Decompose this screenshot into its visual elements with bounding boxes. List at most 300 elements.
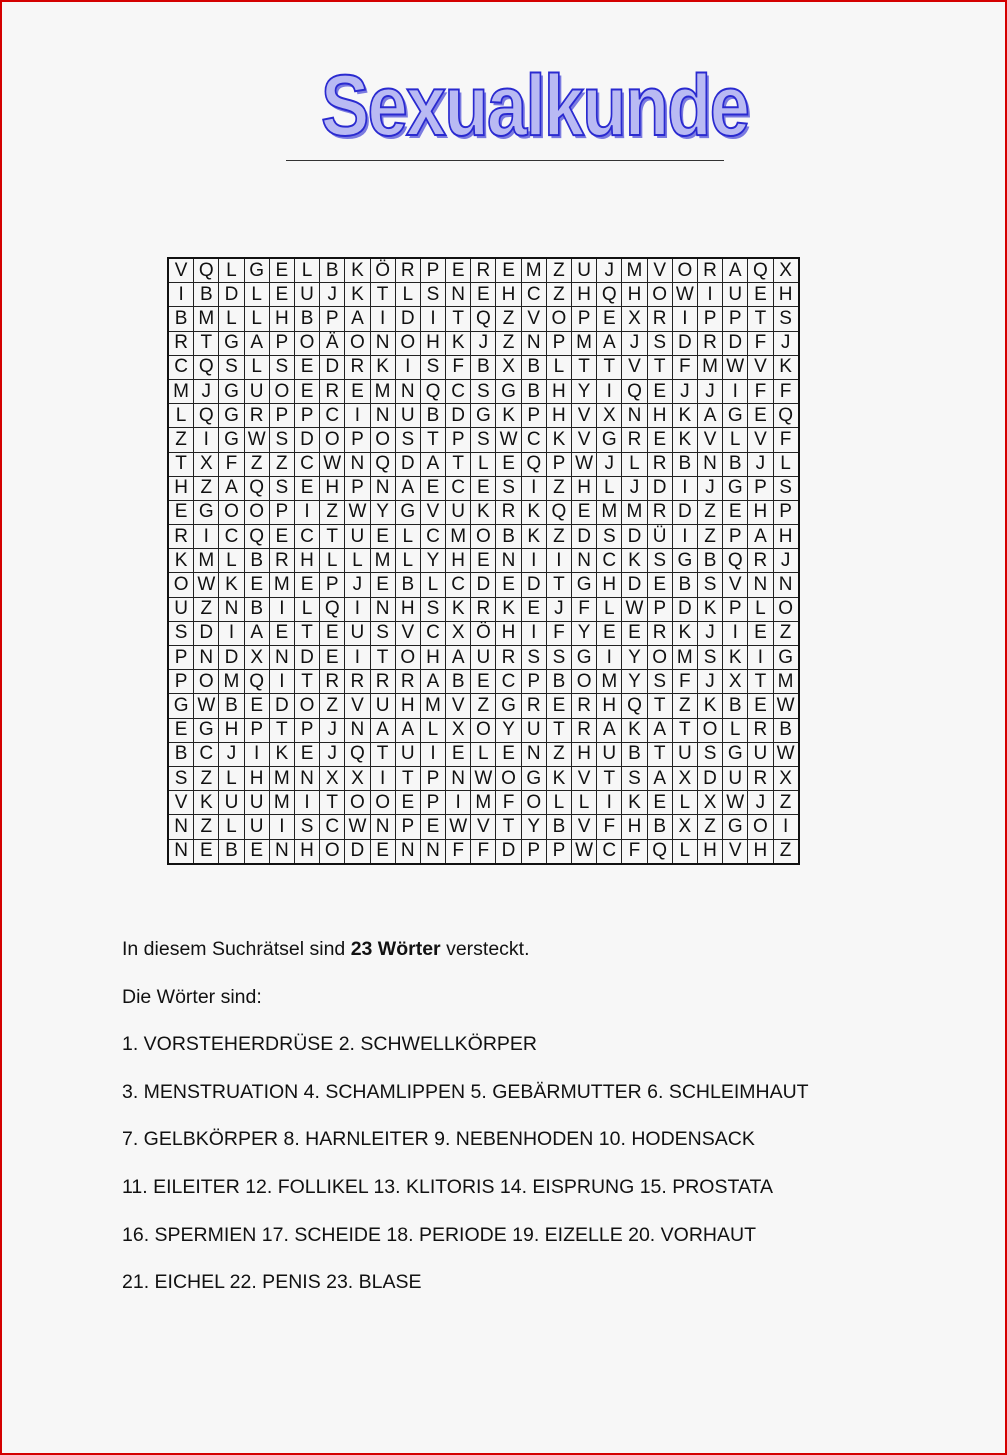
instructions <box>122 937 922 1318</box>
grid-cell: T <box>370 742 395 766</box>
grid-cell: L <box>597 597 622 621</box>
grid-cell: L <box>219 766 244 790</box>
grid-cell: Y <box>420 549 445 573</box>
grid-cell: R <box>748 766 773 790</box>
grid-cell: L <box>244 283 269 307</box>
grid-cell: C <box>597 839 622 864</box>
grid-cell: R <box>647 307 672 331</box>
grid-cell: S <box>647 670 672 694</box>
grid-cell: B <box>471 355 496 379</box>
grid-cell: N <box>269 646 294 670</box>
grid-cell: P <box>269 404 294 428</box>
grid-cell: R <box>748 549 773 573</box>
grid-cell: H <box>748 839 773 864</box>
grid-cell: M <box>521 258 546 283</box>
grid-cell: S <box>773 307 799 331</box>
grid-cell: Z <box>773 621 799 645</box>
grid-cell: C <box>320 815 345 839</box>
grid-cell: O <box>748 815 773 839</box>
grid-cell: I <box>597 379 622 403</box>
grid-cell: J <box>773 331 799 355</box>
grid-cell: B <box>546 815 571 839</box>
grid-cell: S <box>395 428 420 452</box>
grid-cell: L <box>672 791 697 815</box>
grid-row <box>168 621 799 645</box>
grid-cell: L <box>219 258 244 283</box>
words-heading: Die Wörter sind: <box>122 985 262 1008</box>
grid-cell: P <box>269 331 294 355</box>
grid-cell: T <box>446 307 471 331</box>
grid-cell: P <box>420 258 445 283</box>
grid-cell: P <box>244 718 269 742</box>
grid-cell: B <box>219 694 244 718</box>
grid-cell: O <box>345 791 370 815</box>
grid-cell: D <box>471 573 496 597</box>
grid-cell: E <box>748 694 773 718</box>
grid-cell: O <box>395 646 420 670</box>
grid-cell: J <box>320 718 345 742</box>
grid-cell: D <box>672 331 697 355</box>
grid-cell: E <box>269 283 294 307</box>
grid-cell: N <box>168 839 194 864</box>
grid-cell: S <box>773 476 799 500</box>
grid-cell: S <box>521 646 546 670</box>
grid-cell: G <box>572 646 597 670</box>
grid-cell: N <box>395 379 420 403</box>
grid-cell: N <box>521 331 546 355</box>
grid-cell: I <box>597 791 622 815</box>
grid-cell: B <box>446 670 471 694</box>
grid-cell: L <box>572 791 597 815</box>
grid-cell: E <box>471 476 496 500</box>
grid-cell: J <box>345 573 370 597</box>
grid-cell: T <box>194 331 219 355</box>
grid-cell: L <box>294 258 319 283</box>
grid-cell: L <box>168 404 194 428</box>
word-search-grid <box>167 257 800 865</box>
grid-cell: T <box>420 428 445 452</box>
grid-cell: B <box>546 670 571 694</box>
grid-cell: Y <box>622 670 647 694</box>
grid-cell: W <box>345 500 370 524</box>
grid-cell: Ö <box>471 621 496 645</box>
grid-cell: B <box>168 307 194 331</box>
grid-cell: K <box>546 766 571 790</box>
word-line-3: 7. GELBKÖRPER 8. HARNLEITER 9. NEBENHODEN 10. HODENSACK <box>122 1128 755 1151</box>
grid-cell: Z <box>194 815 219 839</box>
grid-cell: H <box>697 839 722 864</box>
grid-cell: M <box>194 307 219 331</box>
grid-cell: Y <box>370 500 395 524</box>
grid-cell: Y <box>622 646 647 670</box>
grid-cell: I <box>219 621 244 645</box>
grid-cell: I <box>672 476 697 500</box>
grid-cell: Z <box>546 476 571 500</box>
grid-cell: O <box>320 839 345 864</box>
grid-cell: R <box>647 452 672 476</box>
grid-cell: K <box>622 718 647 742</box>
grid-cell: R <box>647 500 672 524</box>
grid-row <box>168 839 799 864</box>
grid-cell: Z <box>546 525 571 549</box>
grid-cell: R <box>748 718 773 742</box>
grid-cell: Z <box>269 452 294 476</box>
grid-cell: B <box>521 355 546 379</box>
grid-cell: H <box>395 694 420 718</box>
grid-cell: I <box>345 597 370 621</box>
grid-cell: O <box>294 694 319 718</box>
grid-cell: L <box>395 525 420 549</box>
grid-cell: O <box>219 500 244 524</box>
grid-cell: L <box>471 742 496 766</box>
grid-cell: K <box>496 597 521 621</box>
grid-cell: Z <box>496 331 521 355</box>
grid-cell: D <box>294 428 319 452</box>
grid-cell: X <box>672 815 697 839</box>
grid-row <box>168 573 799 597</box>
grid-cell: J <box>748 452 773 476</box>
grid-cell: P <box>697 307 722 331</box>
grid-cell: B <box>219 839 244 864</box>
grid-cell: P <box>723 307 748 331</box>
grid-cell: S <box>420 283 445 307</box>
grid-cell: O <box>572 670 597 694</box>
grid-cell: Q <box>194 355 219 379</box>
grid-cell: D <box>345 839 370 864</box>
grid-cell: V <box>521 307 546 331</box>
grid-cell: R <box>622 428 647 452</box>
grid-cell: H <box>269 307 294 331</box>
grid-cell: Y <box>521 815 546 839</box>
grid-cell: E <box>622 621 647 645</box>
grid-cell: O <box>345 331 370 355</box>
grid-cell: W <box>773 742 799 766</box>
grid-cell: K <box>269 742 294 766</box>
grid-cell: N <box>168 815 194 839</box>
grid-cell: U <box>572 258 597 283</box>
grid-cell: L <box>395 549 420 573</box>
grid-cell: S <box>168 766 194 790</box>
grid-cell: E <box>244 573 269 597</box>
grid-cell: X <box>244 646 269 670</box>
grid-cell: O <box>244 500 269 524</box>
grid-cell: U <box>370 694 395 718</box>
grid-cell: J <box>194 379 219 403</box>
grid-cell: J <box>697 670 722 694</box>
grid-cell: Q <box>194 258 219 283</box>
grid-cell: E <box>748 404 773 428</box>
grid-cell: I <box>269 815 294 839</box>
grid-cell: H <box>244 766 269 790</box>
grid-cell: J <box>773 549 799 573</box>
grid-cell: B <box>395 573 420 597</box>
grid-cell: G <box>168 694 194 718</box>
grid-cell: Q <box>244 670 269 694</box>
grid-cell: H <box>572 476 597 500</box>
grid-cell: A <box>446 646 471 670</box>
grid-cell: G <box>496 379 521 403</box>
grid-cell: L <box>320 549 345 573</box>
grid-cell: H <box>572 742 597 766</box>
grid-row <box>168 379 799 403</box>
grid-cell: I <box>269 670 294 694</box>
grid-cell: P <box>723 597 748 621</box>
grid-cell: K <box>370 355 395 379</box>
grid-cell: W <box>572 452 597 476</box>
grid-cell: I <box>748 646 773 670</box>
grid-cell: K <box>672 404 697 428</box>
grid-cell: R <box>572 718 597 742</box>
grid-cell: G <box>723 815 748 839</box>
grid-cell: K <box>446 331 471 355</box>
grid-cell: C <box>294 525 319 549</box>
grid-cell: C <box>168 355 194 379</box>
grid-cell: V <box>748 428 773 452</box>
grid-cell: N <box>294 766 319 790</box>
grid-cell: J <box>672 379 697 403</box>
grid-cell: E <box>294 355 319 379</box>
grid-cell: H <box>546 404 571 428</box>
grid-cell: G <box>597 428 622 452</box>
grid-cell: O <box>521 791 546 815</box>
grid-cell: G <box>672 549 697 573</box>
grid-cell: H <box>546 379 571 403</box>
grid-cell: O <box>647 646 672 670</box>
grid-cell: R <box>345 355 370 379</box>
grid-cell: K <box>672 621 697 645</box>
grid-cell: B <box>723 452 748 476</box>
grid-cell: K <box>697 597 722 621</box>
grid-cell: E <box>294 476 319 500</box>
grid-cell: D <box>521 573 546 597</box>
grid-cell: K <box>723 646 748 670</box>
word-count: 23 Wörter <box>350 938 441 960</box>
grid-cell: A <box>219 476 244 500</box>
grid-cell: I <box>345 646 370 670</box>
grid-cell: C <box>496 670 521 694</box>
grid-cell: P <box>446 428 471 452</box>
grid-cell: X <box>773 258 799 283</box>
grid-cell: D <box>269 694 294 718</box>
grid-cell: P <box>168 646 194 670</box>
grid-cell: L <box>723 718 748 742</box>
grid-cell: M <box>773 670 799 694</box>
grid-cell: A <box>420 670 445 694</box>
grid-cell: S <box>294 815 319 839</box>
grid-cell: R <box>269 549 294 573</box>
grid-cell: T <box>370 646 395 670</box>
grid-cell: V <box>723 839 748 864</box>
grid-cell: T <box>647 355 672 379</box>
grid-cell: R <box>697 331 722 355</box>
grid-cell: E <box>294 379 319 403</box>
grid-cell: Q <box>244 525 269 549</box>
grid-cell: G <box>773 646 799 670</box>
grid-cell: E <box>471 283 496 307</box>
grid-cell: E <box>269 258 294 283</box>
grid-cell: V <box>723 573 748 597</box>
grid-cell: T <box>395 766 420 790</box>
grid-cell: E <box>597 307 622 331</box>
grid-cell: K <box>345 283 370 307</box>
grid-cell: W <box>345 815 370 839</box>
grid-cell: I <box>370 307 395 331</box>
grid-cell: U <box>244 815 269 839</box>
grid-cell: E <box>345 379 370 403</box>
grid-cell: P <box>395 815 420 839</box>
grid-cell: J <box>622 476 647 500</box>
grid-cell: L <box>345 549 370 573</box>
grid-cell: D <box>219 283 244 307</box>
grid-cell: M <box>194 549 219 573</box>
grid-cell: V <box>647 258 672 283</box>
grid-cell: I <box>194 428 219 452</box>
grid-cell: P <box>168 670 194 694</box>
grid-cell: S <box>471 379 496 403</box>
grid-cell: C <box>446 379 471 403</box>
grid-cell: M <box>168 379 194 403</box>
grid-cell: L <box>546 355 571 379</box>
grid-cell: J <box>697 476 722 500</box>
grid-cell: Z <box>194 766 219 790</box>
grid-cell: B <box>672 573 697 597</box>
grid-cell: Z <box>697 525 722 549</box>
grid-cell: R <box>572 694 597 718</box>
grid-cell: S <box>697 742 722 766</box>
grid-cell: I <box>723 379 748 403</box>
grid-cell: I <box>697 283 722 307</box>
grid-cell: I <box>420 742 445 766</box>
grid-cell: O <box>269 379 294 403</box>
grid-cell: H <box>320 476 345 500</box>
grid-cell: T <box>546 718 571 742</box>
grid-cell: Q <box>471 307 496 331</box>
grid-cell: T <box>672 718 697 742</box>
grid-cell: N <box>773 573 799 597</box>
grid-cell: A <box>723 258 748 283</box>
grid-cell: T <box>572 355 597 379</box>
grid-cell: U <box>244 379 269 403</box>
grid-cell: E <box>244 694 269 718</box>
grid-cell: I <box>294 500 319 524</box>
grid-cell: H <box>748 500 773 524</box>
grid-cell: R <box>496 500 521 524</box>
grid-cell: A <box>244 331 269 355</box>
grid-cell: H <box>219 718 244 742</box>
grid-cell: D <box>395 452 420 476</box>
grid-cell: B <box>622 742 647 766</box>
grid-cell: U <box>471 646 496 670</box>
grid-cell: I <box>420 307 445 331</box>
grid-cell: H <box>496 621 521 645</box>
grid-cell: D <box>647 476 672 500</box>
grid-cell: F <box>446 839 471 864</box>
grid-cell: S <box>269 476 294 500</box>
grid-cell: X <box>622 307 647 331</box>
grid-cell: P <box>572 307 597 331</box>
grid-cell: N <box>345 452 370 476</box>
grid-cell: Z <box>194 597 219 621</box>
grid-cell: W <box>244 428 269 452</box>
grid-row <box>168 428 799 452</box>
grid-cell: S <box>697 573 722 597</box>
grid-cell: S <box>269 428 294 452</box>
grid-row <box>168 766 799 790</box>
grid-cell: R <box>345 670 370 694</box>
grid-cell: G <box>244 258 269 283</box>
grid-cell: U <box>395 404 420 428</box>
grid-cell: N <box>622 404 647 428</box>
grid-cell: E <box>420 815 445 839</box>
grid-cell: E <box>647 573 672 597</box>
grid-cell: H <box>773 283 799 307</box>
grid-cell: V <box>572 428 597 452</box>
grid-cell: O <box>471 718 496 742</box>
grid-cell: L <box>219 307 244 331</box>
grid-cell: X <box>697 791 722 815</box>
grid-cell: I <box>244 742 269 766</box>
grid-row <box>168 670 799 694</box>
grid-cell: I <box>269 597 294 621</box>
intro-after: versteckt. <box>440 938 530 960</box>
grid-cell: C <box>521 283 546 307</box>
grid-cell: O <box>294 331 319 355</box>
grid-cell: S <box>496 476 521 500</box>
grid-cell: T <box>269 718 294 742</box>
grid-cell: W <box>471 766 496 790</box>
grid-cell: N <box>194 646 219 670</box>
grid-cell: N <box>370 476 395 500</box>
grid-cell: D <box>622 573 647 597</box>
grid-cell: K <box>521 500 546 524</box>
grid-cell: Q <box>647 839 672 864</box>
grid-cell: C <box>446 476 471 500</box>
grid-cell: E <box>294 573 319 597</box>
grid-cell: G <box>723 476 748 500</box>
grid-cell: S <box>597 525 622 549</box>
grid-cell: X <box>597 404 622 428</box>
grid-cell: U <box>395 742 420 766</box>
grid-cell: P <box>294 718 319 742</box>
grid-cell: C <box>194 742 219 766</box>
grid-cell: Ö <box>370 258 395 283</box>
grid-cell: K <box>168 549 194 573</box>
grid-cell: Z <box>471 694 496 718</box>
grid-cell: Z <box>773 791 799 815</box>
grid-cell: X <box>773 766 799 790</box>
grid-cell: E <box>496 573 521 597</box>
grid-cell: H <box>294 549 319 573</box>
grid-cell: R <box>697 258 722 283</box>
grid-cell: G <box>219 404 244 428</box>
grid-cell: N <box>748 573 773 597</box>
grid-cell: K <box>219 573 244 597</box>
grid-cell: W <box>622 597 647 621</box>
grid-cell: E <box>446 742 471 766</box>
grid-cell: C <box>219 525 244 549</box>
grid-cell: E <box>546 694 571 718</box>
grid-cell: X <box>446 621 471 645</box>
grid-cell: Q <box>521 452 546 476</box>
grid-cell: M <box>597 670 622 694</box>
grid-cell: D <box>194 621 219 645</box>
grid-row <box>168 331 799 355</box>
grid-cell: F <box>773 379 799 403</box>
grid-cell: U <box>748 742 773 766</box>
grid-cell: W <box>723 791 748 815</box>
grid-cell: V <box>420 500 445 524</box>
grid-cell: X <box>496 355 521 379</box>
